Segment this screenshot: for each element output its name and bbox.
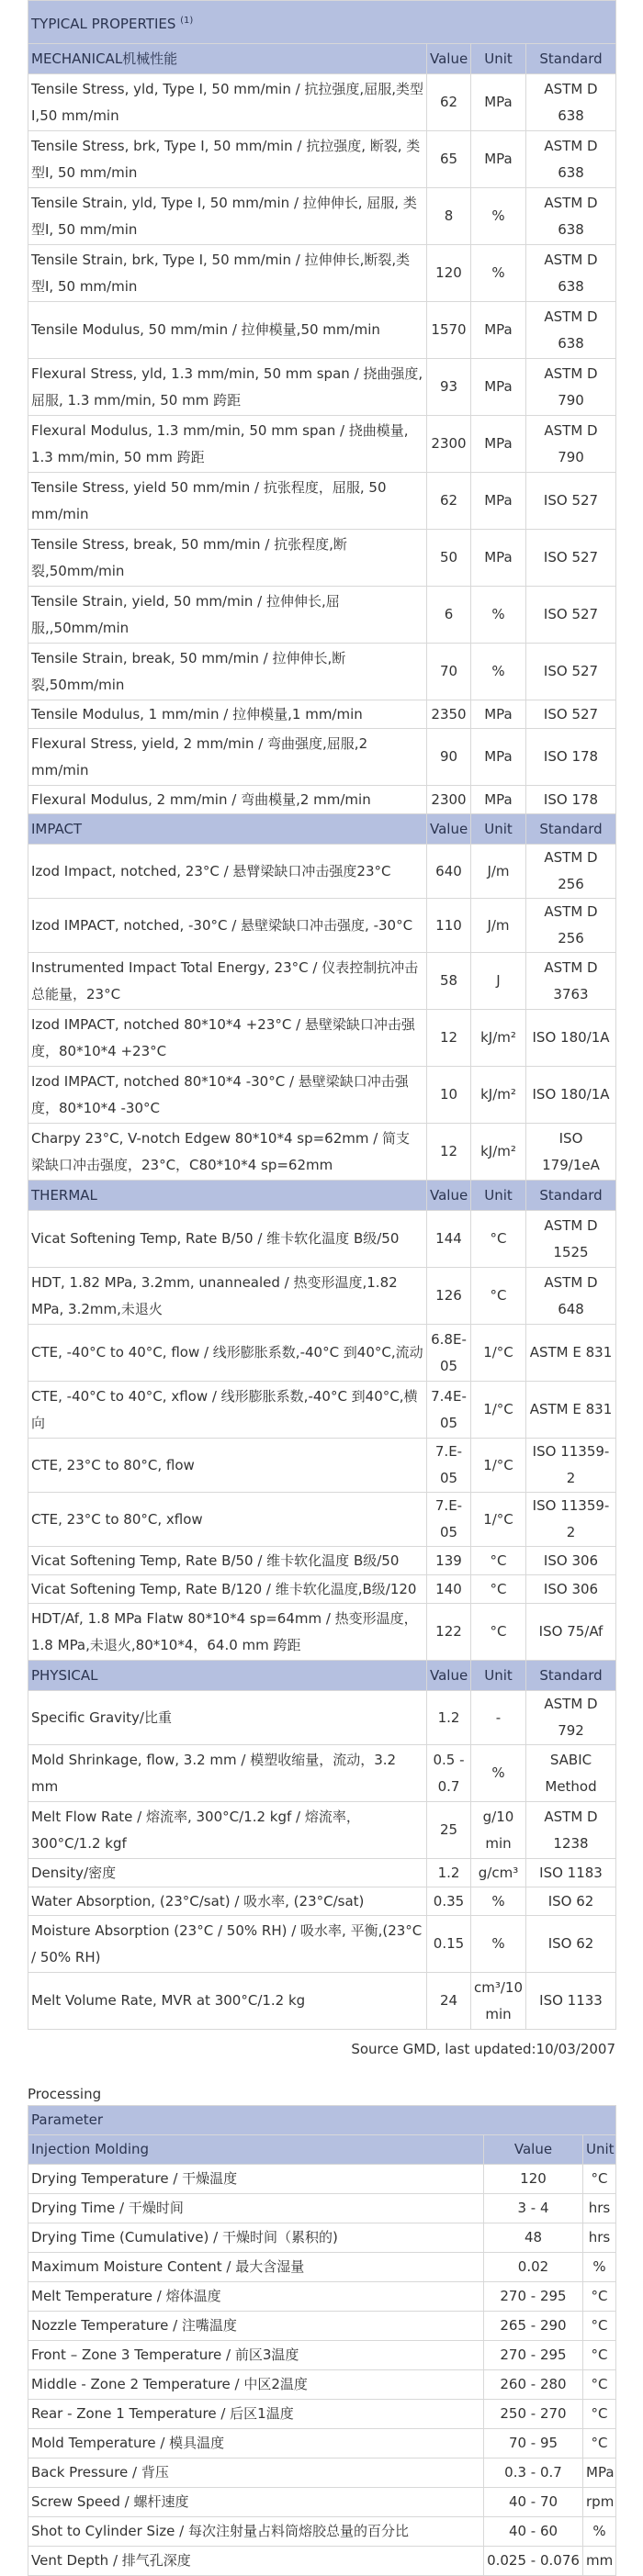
property-standard: ASTM E 831 [526,1382,616,1439]
property-standard: ISO 11359-2 [526,1493,616,1547]
table-row [28,416,616,473]
section-col-unit: Unit [471,1181,526,1211]
property-value: 120 [427,245,471,302]
processing-value: 270 - 295 [484,2282,583,2312]
property-unit: °C [471,1604,526,1661]
section-header-row [28,814,616,845]
property-value: 122 [427,1604,471,1661]
section-col-standard: Standard [526,44,616,74]
property-description: CTE, -40°C to 40°C, flow / 线形膨胀系数,-40°C 到40°C,流动 [28,1325,427,1382]
processing-parameter: Nozzle Temperature / 注嘴温度 [28,2312,484,2341]
section-header-row [28,44,616,74]
property-value: 24 [427,1973,471,2030]
property-standard: ASTM D 3763 [526,953,616,1010]
property-description: Tensile Stress, break, 50 mm/min / 抗张程度,断裂,50mm/min [28,530,427,587]
section-name: THERMAL [28,1181,427,1211]
property-unit: % [471,188,526,245]
property-standard: ASTM D 1525 [526,1211,616,1268]
property-unit: MPa [471,700,526,729]
property-unit: J [471,953,526,1010]
property-unit: MPa [471,416,526,473]
property-description: HDT, 1.82 MPa, 3.2mm, unannealed / 热变形温度,1.82 MPa, 3.2mm,未退火 [28,1268,427,1325]
property-description: HDT/Af, 1.8 MPa Flatw 80*10*4 sp=64mm / 热变形温度，1.8 MPa,未退火,80*10*4，64.0 mm 跨距 [28,1604,427,1661]
processing-parameter: Screw Speed / 螺杆速度 [28,2488,484,2517]
property-value: 90 [427,729,471,786]
property-value: 110 [427,899,471,953]
property-value: 7.4E-05 [427,1382,471,1439]
property-standard: ISO 527 [526,700,616,729]
table-row [28,1547,616,1575]
table-row [28,530,616,587]
property-unit: J/m [471,845,526,899]
property-unit: °C [471,1547,526,1575]
table-row [28,587,616,644]
table-row [28,899,616,953]
processing-parameter: Back Pressure / 背压 [28,2458,484,2488]
property-value: 7.E-05 [427,1493,471,1547]
property-standard: ISO 178 [526,786,616,814]
table-row [28,729,616,786]
property-standard: ASTM D 638 [526,188,616,245]
table-row [28,1859,616,1887]
property-standard: ISO 527 [526,473,616,530]
property-unit: 1/°C [471,1493,526,1547]
processing-parameter-label: Parameter [28,2106,616,2135]
property-description: Tensile Stress, yield 50 mm/min / 抗张程度，屈服, 50 mm/min [28,473,427,530]
property-description: Mold Shrinkage, flow, 3.2 mm / 模塑收缩量，流动，3.2 mm [28,1745,427,1802]
property-value: 93 [427,359,471,416]
table-row [28,1973,616,2030]
processing-table [28,2105,616,2576]
property-value: 126 [427,1268,471,1325]
property-standard: ISO 62 [526,1887,616,1916]
table-row [28,74,616,131]
property-description: Tensile Strain, yield, 50 mm/min / 拉伸伸长,屈服,,50mm/min [28,587,427,644]
property-value: 140 [427,1575,471,1604]
property-unit: kJ/m² [471,1124,526,1181]
table-row [28,1802,616,1859]
section-col-unit: Unit [471,814,526,845]
table-row [28,1493,616,1547]
processing-value: 48 [484,2223,583,2253]
processing-value: 40 - 60 [484,2517,583,2547]
table-row [28,359,616,416]
properties-title: TYPICAL PROPERTIES [31,15,176,32]
property-value: 12 [427,1124,471,1181]
processing-parameter: Mold Temperature / 模具温度 [28,2429,484,2458]
property-unit: MPa [471,131,526,188]
property-unit: °C [471,1575,526,1604]
table-row [28,1268,616,1325]
property-standard: ISO 527 [526,587,616,644]
table-row [28,2547,616,2576]
processing-unit: °C [583,2341,616,2370]
processing-parameter: Drying Temperature / 干燥温度 [28,2165,484,2194]
processing-value: 250 - 270 [484,2400,583,2429]
table-row [28,1325,616,1382]
processing-parameter: Rear - Zone 1 Temperature / 后区1温度 [28,2400,484,2429]
property-standard: ISO 75/Af [526,1604,616,1661]
processing-unit: rpm [583,2488,616,2517]
property-value: 139 [427,1547,471,1575]
property-value: 2300 [427,786,471,814]
processing-value: 70 - 95 [484,2429,583,2458]
property-standard: ASTM D 790 [526,416,616,473]
property-description: Water Absorption, (23°C/sat) / 吸水率, (23°C/sat) [28,1887,427,1916]
table-row [28,1439,616,1493]
property-unit: % [471,1887,526,1916]
table-row [28,2341,616,2370]
processing-parameter: Vent Depth / 排气孔深度 [28,2547,484,2576]
processing-unit: MPa [583,2458,616,2488]
table-row [28,188,616,245]
section-col-value: Value [427,1661,471,1691]
property-standard: ASTM E 831 [526,1325,616,1382]
table-row [28,302,616,359]
property-standard: ASTM D 256 [526,845,616,899]
processing-unit: hrs [583,2194,616,2223]
table-row [28,245,616,302]
property-description: Charpy 23°C, V-notch Edgew 80*10*4 sp=62mm / 简支梁缺口冲击强度，23°C，C80*10*4 sp=62mm [28,1124,427,1181]
section-name: PHYSICAL [28,1661,427,1691]
property-description: Izod Impact, notched, 23°C / 悬臂梁缺口冲击强度23°C [28,845,427,899]
property-standard: ASTM D 638 [526,302,616,359]
property-description: Density/密度 [28,1859,427,1887]
property-unit: MPa [471,302,526,359]
table-row [28,1010,616,1067]
property-unit: - [471,1691,526,1745]
processing-group-row [28,2135,616,2165]
table-row [28,2429,616,2458]
property-description: CTE, 23°C to 80°C, flow [28,1439,427,1493]
property-unit: MPa [471,74,526,131]
property-standard: ASTM D 638 [526,74,616,131]
property-standard: ISO 527 [526,530,616,587]
property-description: Tensile Modulus, 50 mm/min / 拉伸模量,50 mm/min [28,302,427,359]
property-description: Moisture Absorption (23°C / 50% RH) / 吸水率, 平衡,(23°C / 50% RH) [28,1916,427,1973]
property-description: CTE, -40°C to 40°C, xflow / 线形膨胀系数,-40°C 到40°C,横向 [28,1382,427,1439]
processing-unit: °C [583,2429,616,2458]
property-standard: ISO 306 [526,1547,616,1575]
property-unit: cm³/10 min [471,1973,526,2030]
property-value: 1570 [427,302,471,359]
property-value: 6.8E-05 [427,1325,471,1382]
section-col-unit: Unit [471,1661,526,1691]
property-standard: ASTM D 790 [526,359,616,416]
property-description: Tensile Stress, brk, Type I, 50 mm/min / 抗拉强度, 断裂, 类型I, 50 mm/min [28,131,427,188]
processing-value: 260 - 280 [484,2370,583,2400]
table-row [28,1382,616,1439]
property-standard: SABIC Method [526,1745,616,1802]
table-row [28,2458,616,2488]
property-standard: ASTM D 648 [526,1268,616,1325]
property-value: 25 [427,1802,471,1859]
property-standard: ASTM D 638 [526,245,616,302]
property-unit: g/cm³ [471,1859,526,1887]
table-row [28,2282,616,2312]
property-unit: MPa [471,530,526,587]
processing-unit: °C [583,2312,616,2341]
processing-value: 265 - 290 [484,2312,583,2341]
property-standard: ISO 179/1eA [526,1124,616,1181]
property-description: Izod IMPACT, notched 80*10*4 -30°C / 悬壁梁缺口冲击强度，80*10*4 -30°C [28,1067,427,1124]
processing-unit: °C [583,2165,616,2194]
property-value: 10 [427,1067,471,1124]
property-description: Flexural Modulus, 1.3 mm/min, 50 mm span / 挠曲模量, 1.3 mm/min, 50 mm 跨距 [28,416,427,473]
property-unit: °C [471,1268,526,1325]
property-standard: ISO 180/1A [526,1010,616,1067]
properties-title-cell [28,1,616,44]
property-description: Vicat Softening Temp, Rate B/50 / 维卡软化温度 B级/50 [28,1211,427,1268]
processing-col-value: Value [484,2135,583,2165]
table-row [28,1575,616,1604]
property-unit: 1/°C [471,1382,526,1439]
property-value: 2350 [427,700,471,729]
property-value: 70 [427,644,471,700]
processing-unit: % [583,2253,616,2282]
processing-value: 270 - 295 [484,2341,583,2370]
property-unit: g/10 min [471,1802,526,1859]
typical-properties-table [28,0,616,2030]
property-unit: J/m [471,899,526,953]
property-description: Izod IMPACT, notched, -30°C / 悬壁梁缺口冲击强度, -30°C [28,899,427,953]
property-value: 65 [427,131,471,188]
table-row [28,473,616,530]
section-header-row [28,1181,616,1211]
property-value: 8 [427,188,471,245]
processing-value: 0.3 - 0.7 [484,2458,583,2488]
property-standard: ASTM D 638 [526,131,616,188]
processing-value: 0.025 - 0.076 [484,2547,583,2576]
property-unit: MPa [471,359,526,416]
table-row [28,953,616,1010]
property-description: Instrumented Impact Total Energy, 23°C / 仪表控制抗冲击总能量，23°C [28,953,427,1010]
table-row [28,2253,616,2282]
processing-parameter: Melt Temperature / 熔体温度 [28,2282,484,2312]
property-description: Tensile Modulus, 1 mm/min / 拉伸模量,1 mm/min [28,700,427,729]
processing-value: 40 - 70 [484,2488,583,2517]
processing-parameter: Front – Zone 3 Temperature / 前区3温度 [28,2341,484,2370]
processing-group-label: Injection Molding [28,2135,484,2165]
processing-value: 0.02 [484,2253,583,2282]
table-row [28,845,616,899]
processing-unit: °C [583,2400,616,2429]
table-row [28,1067,616,1124]
property-standard: ISO 306 [526,1575,616,1604]
property-value: 640 [427,845,471,899]
table-row [28,700,616,729]
table-row [28,1124,616,1181]
processing-parameter: Drying Time (Cumulative) / 干燥时间（累积的) [28,2223,484,2253]
section-col-value: Value [427,44,471,74]
property-description: Specific Gravity/比重 [28,1691,427,1745]
property-description: CTE, 23°C to 80°C, xflow [28,1493,427,1547]
property-value: 12 [427,1010,471,1067]
property-standard: ISO 178 [526,729,616,786]
property-value: 0.5 - 0.7 [427,1745,471,1802]
property-value: 6 [427,587,471,644]
property-unit: % [471,644,526,700]
properties-title-row [28,1,616,44]
property-value: 62 [427,74,471,131]
processing-value: 3 - 4 [484,2194,583,2223]
section-col-standard: Standard [526,1661,616,1691]
property-standard: ISO 62 [526,1916,616,1973]
property-value: 7.E-05 [427,1439,471,1493]
property-description: Melt Volume Rate, MVR at 300°C/1.2 kg [28,1973,427,2030]
table-row [28,131,616,188]
property-unit: MPa [471,786,526,814]
property-value: 1.2 [427,1859,471,1887]
property-description: Vicat Softening Temp, Rate B/50 / 维卡软化温度 B级/50 [28,1547,427,1575]
property-description: Flexural Stress, yield, 2 mm/min / 弯曲强度,屈服,2 mm/min [28,729,427,786]
property-unit: °C [471,1211,526,1268]
processing-unit: mm [583,2547,616,2576]
property-standard: ISO 1133 [526,1973,616,2030]
property-description: Izod IMPACT, notched 80*10*4 +23°C / 悬壁梁缺口冲击强度，80*10*4 +23°C [28,1010,427,1067]
property-unit: % [471,1745,526,1802]
property-unit: 1/°C [471,1439,526,1493]
processing-col-unit: Unit [583,2135,616,2165]
processing-unit: hrs [583,2223,616,2253]
processing-parameter: Drying Time / 干燥时间 [28,2194,484,2223]
property-value: 2300 [427,416,471,473]
table-row [28,1745,616,1802]
section-name: IMPACT [28,814,427,845]
property-standard: ASTM D 256 [526,899,616,953]
property-value: 144 [427,1211,471,1268]
property-unit: % [471,245,526,302]
property-description: Vicat Softening Temp, Rate B/120 / 维卡软化温度,B级/120 [28,1575,427,1604]
property-unit: kJ/m² [471,1010,526,1067]
property-unit: kJ/m² [471,1067,526,1124]
property-description: Flexural Modulus, 2 mm/min / 弯曲模量,2 mm/min [28,786,427,814]
table-row [28,644,616,700]
property-unit: MPa [471,473,526,530]
property-standard: ISO 1183 [526,1859,616,1887]
section-col-value: Value [427,814,471,845]
section-col-value: Value [427,1181,471,1211]
property-standard: ISO 180/1A [526,1067,616,1124]
processing-parameter: Maximum Moisture Content / 最大含湿量 [28,2253,484,2282]
table-row [28,2223,616,2253]
table-row [28,1691,616,1745]
table-row [28,2488,616,2517]
property-description: Tensile Strain, brk, Type I, 50 mm/min / 拉伸伸长,断裂,类型I, 50 mm/min [28,245,427,302]
property-description: Flexural Stress, yld, 1.3 mm/min, 50 mm span / 挠曲强度,屈服, 1.3 mm/min, 50 mm 跨距 [28,359,427,416]
table-row [28,2400,616,2429]
processing-unit: °C [583,2282,616,2312]
processing-parameter: Middle - Zone 2 Temperature / 中区2温度 [28,2370,484,2400]
processing-parameter: Shot to Cylinder Size / 每次注射量占料筒熔胶总量的百分比 [28,2517,484,2547]
table-row [28,2312,616,2341]
property-standard: ISO 11359-2 [526,1439,616,1493]
table-row [28,1211,616,1268]
processing-parameter-row [28,2106,616,2135]
section-col-standard: Standard [526,1181,616,1211]
table-row [28,2165,616,2194]
property-unit: 1/°C [471,1325,526,1382]
property-standard: ISO 527 [526,644,616,700]
property-value: 62 [427,473,471,530]
property-unit: % [471,1916,526,1973]
property-description: Tensile Strain, break, 50 mm/min / 拉伸伸长,断裂,50mm/min [28,644,427,700]
property-value: 1.2 [427,1691,471,1745]
table-row [28,1604,616,1661]
property-unit: % [471,587,526,644]
property-value: 50 [427,530,471,587]
property-description: Melt Flow Rate / 熔流率, 300°C/1.2 kgf / 熔流率，300°C/1.2 kgf [28,1802,427,1859]
table-row [28,1887,616,1916]
property-value: 58 [427,953,471,1010]
processing-unit: °C [583,2370,616,2400]
table-row [28,2517,616,2547]
table-row [28,1916,616,1973]
properties-title-note: (1) [180,15,194,26]
table-row [28,2194,616,2223]
property-description: Tensile Strain, yld, Type I, 50 mm/min / 拉伸伸长, 屈服, 类型I, 50 mm/min [28,188,427,245]
table-row [28,786,616,814]
property-standard: ASTM D 792 [526,1691,616,1745]
property-value: 0.35 [427,1887,471,1916]
property-value: 0.15 [427,1916,471,1973]
section-col-standard: Standard [526,814,616,845]
section-name: MECHANICAL机械性能 [28,44,427,74]
property-standard: ASTM D 1238 [526,1802,616,1859]
source-note: Source GMD, last updated:10/03/2007 [351,2041,615,2057]
processing-title: Processing [28,2086,102,2102]
property-description: Tensile Stress, yld, Type I, 50 mm/min / 抗拉强度,屈服,类型I,50 mm/min [28,74,427,131]
section-col-unit: Unit [471,44,526,74]
processing-value: 120 [484,2165,583,2194]
property-unit: MPa [471,729,526,786]
processing-unit: % [583,2517,616,2547]
section-header-row [28,1661,616,1691]
